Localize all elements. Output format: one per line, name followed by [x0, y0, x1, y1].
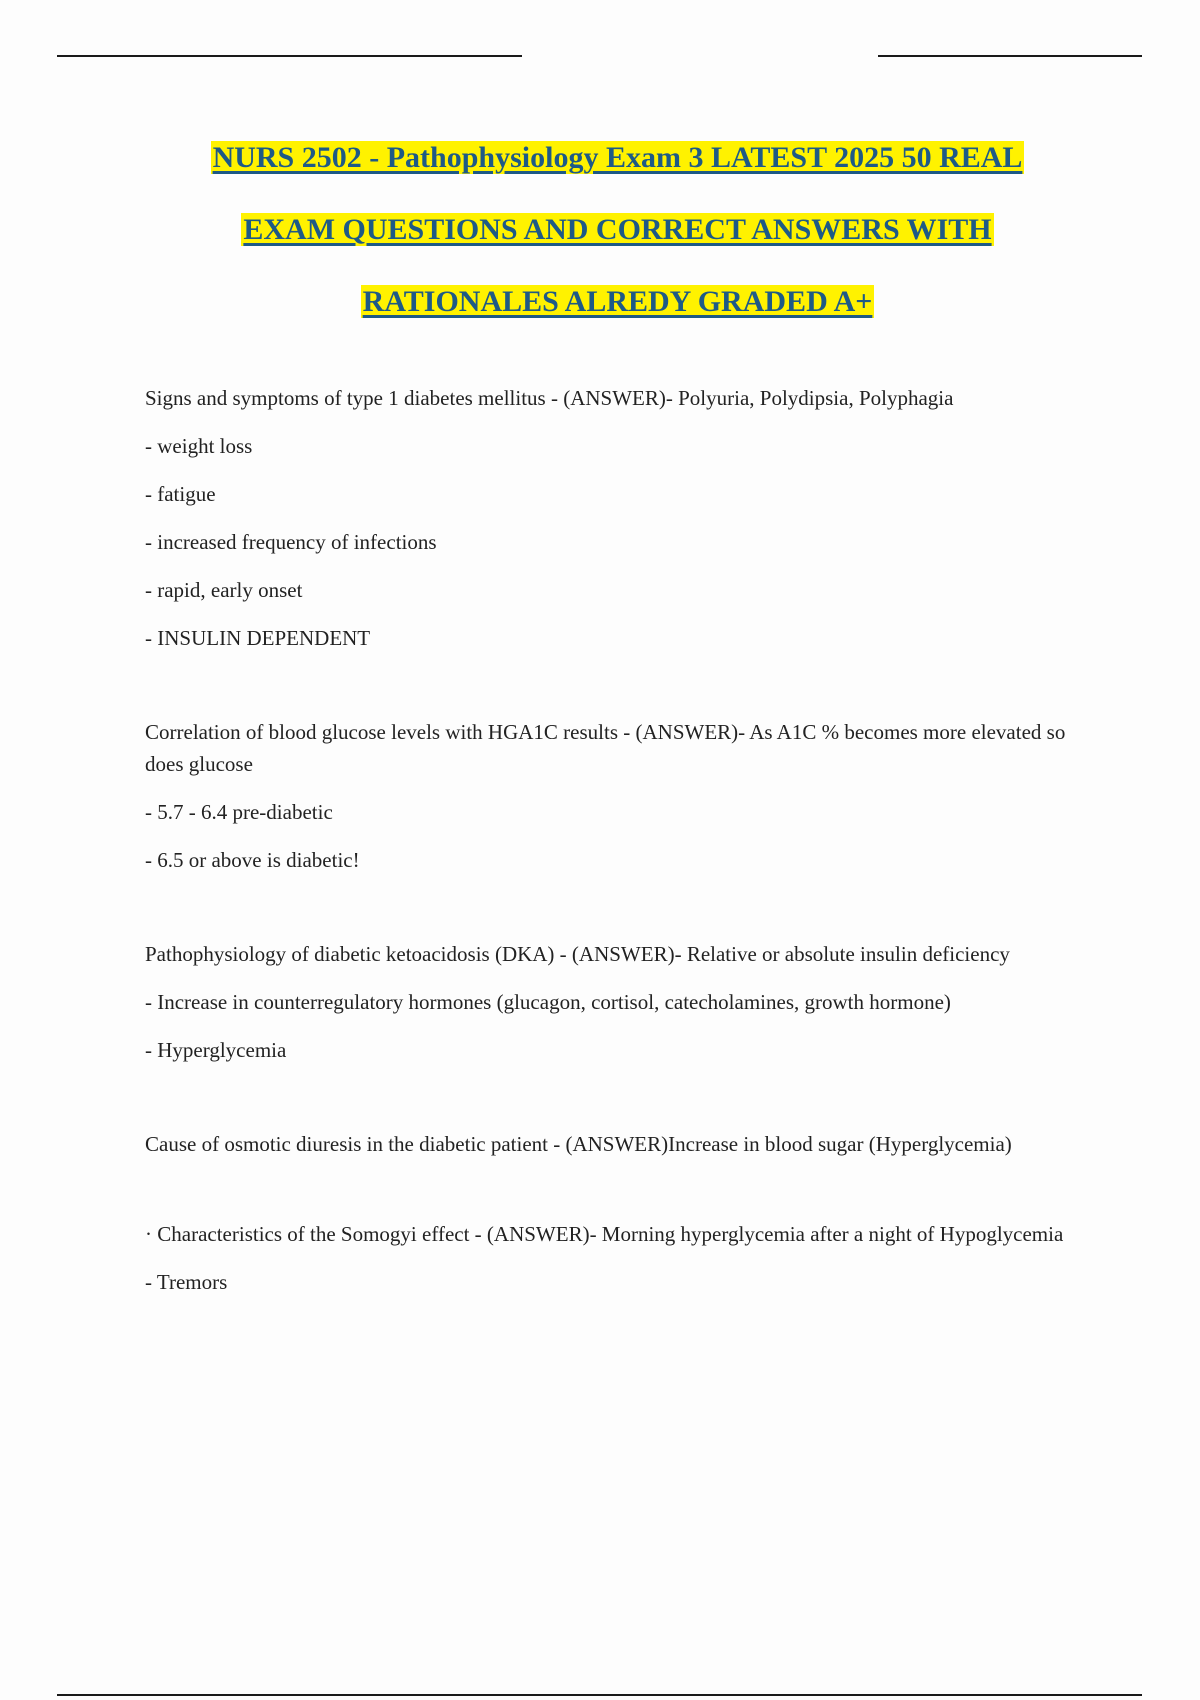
- footer-rule: [57, 1694, 1142, 1696]
- question-text: Signs and symptoms of type 1 diabetes mellitus - (ANSWER)- Polyuria, Polydipsia, Polyphagia: [145, 386, 954, 410]
- list-item: - 5.7 - 6.4 pre-diabetic: [145, 800, 333, 824]
- list-item: - Hyperglycemia: [145, 1038, 287, 1062]
- header-rule-left: [57, 55, 522, 57]
- question-text: · Characteristics of the Somogyi effect - (ANSWER)- Morning hyperglycemia after a night of Hypoglycemia: [145, 1222, 1064, 1246]
- list-item: - increased frequency of infections: [145, 530, 437, 554]
- title-line-2-text: EXAM QUESTIONS AND CORRECT ANSWERS WITH: [243, 213, 992, 246]
- qa-section-2: [145, 716, 1085, 876]
- list-item: - Tremors: [145, 1270, 228, 1294]
- list-item: - 6.5 or above is diabetic!: [145, 848, 360, 872]
- title-line-3-text: RATIONALES ALREDY GRADED A+: [362, 285, 873, 318]
- question-text: Cause of osmotic diuresis in the diabetic patient - (ANSWER)Increase in blood sugar (Hyperglycemia): [145, 1132, 1012, 1156]
- title-line-3: [0, 284, 1200, 356]
- list-item: - Increase in counterregulatory hormones (glucagon, cortisol, catecholamines, growth hormone): [145, 990, 951, 1014]
- title-line-1-text: NURS 2502 - Pathophysiology Exam 3 LATEST 2025 50 REAL: [212, 141, 1023, 174]
- list-item: - rapid, early onset: [145, 578, 303, 602]
- list-item: - weight loss: [145, 434, 253, 458]
- qa-section-4: [145, 1128, 1085, 1160]
- qa-content: [145, 382, 1085, 1298]
- qa-section-1: [145, 382, 1085, 654]
- question-text: Correlation of blood glucose levels with HGA1C results - (ANSWER)- As A1C % becomes more elevated so does glucose: [145, 720, 1066, 776]
- qa-section-3: [145, 938, 1085, 1066]
- list-item: - fatigue: [145, 482, 216, 506]
- header-rule-right: [878, 55, 1142, 57]
- qa-section-5: [145, 1218, 1085, 1298]
- list-item: - INSULIN DEPENDENT: [145, 626, 371, 650]
- question-text: Pathophysiology of diabetic ketoacidosis (DKA) - (ANSWER)- Relative or absolute insulin deficiency: [145, 942, 1010, 966]
- document-title: [0, 140, 1200, 356]
- title-line-2: [0, 212, 1200, 284]
- title-line-1: [0, 140, 1200, 212]
